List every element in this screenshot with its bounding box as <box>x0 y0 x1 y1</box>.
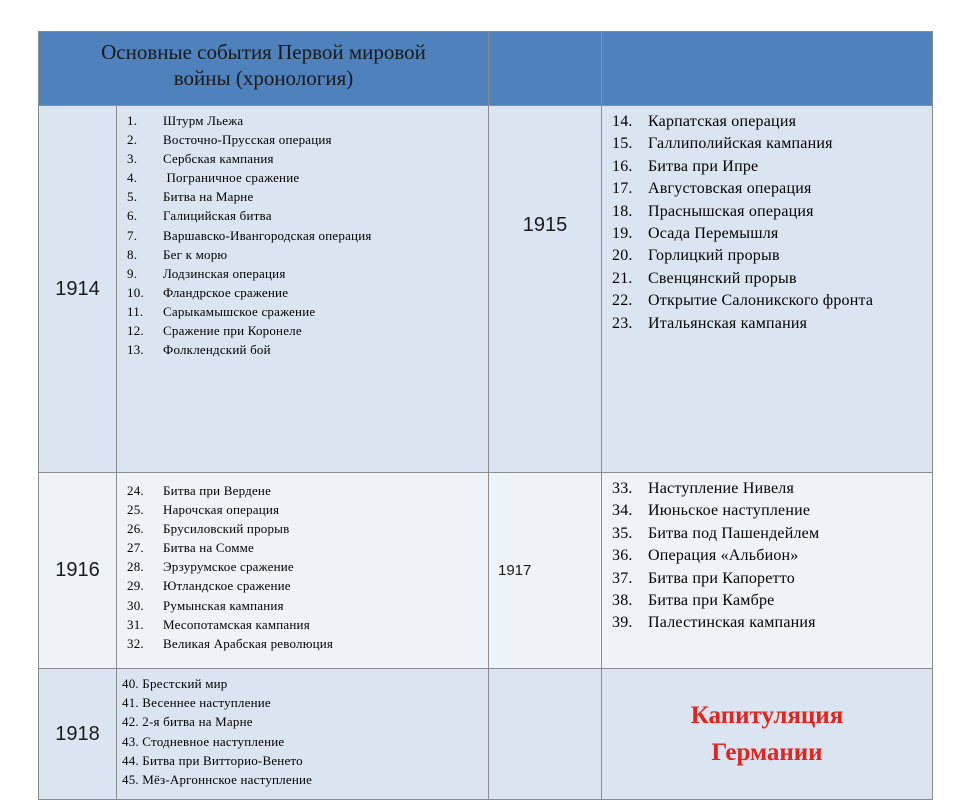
event-label: Брусиловский прорыв <box>163 521 290 537</box>
event-number: 22. <box>612 292 633 310</box>
event-number: 24. <box>127 483 144 498</box>
year-cell-1917: 1917 <box>489 473 602 669</box>
event-number: 1. <box>127 113 138 128</box>
capitulation-cell <box>602 669 933 800</box>
list-item <box>127 111 488 130</box>
list-item <box>127 302 488 321</box>
event-number: 37. <box>612 569 633 587</box>
event-list-1918 <box>122 674 488 789</box>
event-number: 23. <box>612 314 633 332</box>
list-item <box>612 545 932 567</box>
list-item <box>612 223 932 245</box>
list-item <box>612 290 932 312</box>
list-item <box>127 283 488 302</box>
event-label: Ютландское сражение <box>163 578 291 594</box>
list-item <box>127 481 488 500</box>
list-item: 40. Брестский мир <box>122 676 228 691</box>
list-item <box>127 130 488 149</box>
event-label: Бег к морю <box>163 246 228 262</box>
event-number: 2. <box>127 132 138 148</box>
event-number: 9. <box>127 265 138 281</box>
year-cell-1915 <box>489 106 602 473</box>
event-label: Штурм Льежа <box>163 113 244 128</box>
event-label: Открытие Салоникского фронта <box>648 292 874 310</box>
event-label: Варшавско-Ивангородская операция <box>163 227 372 243</box>
list-item: 44. Битва при Витторио-Венето <box>122 752 303 768</box>
list-item: 41. Весеннее наступление <box>122 695 271 711</box>
event-number: 8. <box>127 246 138 262</box>
event-label: Галицийская битва <box>163 208 272 224</box>
list-item: 42. 2-я битва на Марне <box>122 714 253 730</box>
events-cell-1915 <box>602 106 933 473</box>
list-item <box>127 206 488 225</box>
event-number: 10. <box>127 284 144 300</box>
event-label: Эрзурумское сражение <box>163 559 294 575</box>
capitulation-line-2: Германии <box>711 739 823 766</box>
list-item <box>127 538 488 557</box>
event-number: 25. <box>127 502 144 518</box>
year-label: 1915 <box>522 214 568 236</box>
event-label: Фолклендский бой <box>163 342 271 358</box>
event-label: Румынская кампания <box>163 597 284 613</box>
event-label: Августовская операция <box>648 180 812 198</box>
table-title <box>39 32 489 106</box>
event-label: Битва на Марне <box>163 189 254 205</box>
list-item <box>127 634 488 653</box>
event-number: 17. <box>612 180 633 198</box>
list-item <box>612 500 932 522</box>
chronology-table <box>38 31 933 800</box>
event-number: 11. <box>127 303 144 319</box>
event-number: 26. <box>127 521 144 537</box>
list-item <box>127 245 488 264</box>
event-number: 29. <box>127 578 144 594</box>
list-item: 45. Мёз-Аргоннское наступление <box>122 772 313 788</box>
list-item <box>127 340 488 359</box>
event-label: Великая Арабская революция <box>163 635 334 651</box>
table-row <box>39 669 933 800</box>
event-number: 33. <box>612 480 633 497</box>
event-number: 31. <box>127 616 144 632</box>
list-item <box>127 226 488 245</box>
event-label: Фландрское сражение <box>163 284 289 300</box>
event-label: Нарочская операция <box>163 502 280 518</box>
event-label: Пограничное сражение <box>163 170 300 186</box>
list-item <box>127 557 488 576</box>
events-cell-1916 <box>117 473 489 669</box>
event-number: 32. <box>127 635 144 651</box>
event-list-1916 <box>127 481 488 653</box>
list-item <box>612 612 932 634</box>
list-item <box>127 264 488 283</box>
header-empty-cell <box>489 32 602 106</box>
list-item <box>127 168 488 187</box>
event-number: 21. <box>612 269 633 287</box>
event-number: 13. <box>127 342 144 358</box>
list-item <box>612 523 932 545</box>
event-label: Битва при Камбре <box>648 592 775 610</box>
list-item <box>127 500 488 519</box>
event-number: 18. <box>612 202 633 220</box>
list-item <box>612 178 932 200</box>
event-number: 27. <box>127 540 144 556</box>
event-number: 12. <box>127 323 144 339</box>
list-item: 43. Стодневное наступление <box>122 733 285 749</box>
table-title-text: Основные события Первой мировой войны (хронология) <box>101 40 426 90</box>
event-label: Месопотамская кампания <box>163 616 310 632</box>
list-item <box>127 321 488 340</box>
list-item <box>127 187 488 206</box>
event-number: 6. <box>127 208 138 224</box>
event-list-1915 <box>612 111 932 335</box>
list-item <box>127 519 488 538</box>
event-label: Праснышская операция <box>648 202 814 220</box>
event-label: Битва при Ипре <box>648 157 759 175</box>
event-label: Операция «Альбион» <box>648 547 799 565</box>
event-number: 39. <box>612 614 633 632</box>
year-cell-1916: 1916 <box>39 473 117 669</box>
event-label: Сарыкамышское сражение <box>163 303 316 319</box>
event-label: Битва при Вердене <box>163 483 272 498</box>
list-item <box>127 149 488 168</box>
list-item <box>127 615 488 634</box>
list-item <box>612 156 932 178</box>
event-number: 19. <box>612 225 633 243</box>
event-number: 7. <box>127 227 138 243</box>
event-number: 38. <box>612 592 633 610</box>
event-number: 15. <box>612 135 633 153</box>
list-item <box>612 133 932 155</box>
event-label: Сражение при Коронеле <box>163 323 302 339</box>
event-label: Итальянская кампания <box>648 314 808 332</box>
empty-cell <box>489 669 602 800</box>
list-item <box>612 201 932 223</box>
event-number: 35. <box>612 524 633 542</box>
table-row <box>39 106 933 473</box>
list-item <box>612 313 932 335</box>
event-list-1914 <box>127 111 488 359</box>
list-item <box>127 576 488 595</box>
list-item <box>612 111 932 133</box>
table-row <box>39 473 933 669</box>
event-label: Галлиполийская кампания <box>648 135 833 153</box>
event-label: Свенцянский прорыв <box>648 269 797 287</box>
event-label: Битва под Пашендейлем <box>648 524 820 542</box>
event-label: Карпатская операция <box>648 113 797 130</box>
events-cell-1917 <box>602 473 933 669</box>
events-cell-1918 <box>117 669 489 800</box>
event-number: 30. <box>127 597 144 613</box>
event-number: 34. <box>612 502 633 520</box>
list-item <box>612 568 932 590</box>
event-label: Палестинская кампания <box>648 614 816 632</box>
event-number: 5. <box>127 189 138 205</box>
list-item <box>127 596 488 615</box>
event-label: Горлицкий прорыв <box>648 247 780 265</box>
event-label: Июньское наступление <box>648 502 811 520</box>
list-item <box>612 268 932 290</box>
event-label: Осада Перемышля <box>648 225 779 243</box>
event-number: 20. <box>612 247 633 265</box>
event-number: 3. <box>127 151 138 167</box>
event-number: 28. <box>127 559 144 575</box>
event-number: 16. <box>612 157 633 175</box>
events-cell-1914 <box>117 106 489 473</box>
event-label: Сербская кампания <box>163 151 274 167</box>
header-empty-cell <box>602 32 933 106</box>
event-number: 36. <box>612 547 633 565</box>
event-number: 4. <box>127 170 138 186</box>
event-label: Лодзинская операция <box>163 265 286 281</box>
capitulation-line-1: Капитуляция <box>690 702 844 729</box>
header-row <box>39 32 933 106</box>
event-label: Наступление Нивеля <box>648 480 795 497</box>
event-number: 14. <box>612 113 633 130</box>
year-cell-1918: 1918 <box>39 669 117 800</box>
event-list-1917 <box>612 478 932 635</box>
list-item <box>612 590 932 612</box>
list-item <box>612 245 932 267</box>
event-label: Восточно-Прусская операция <box>163 132 332 148</box>
event-label: Битва при Капоретто <box>648 569 795 587</box>
event-label: Битва на Сомме <box>163 540 255 556</box>
list-item <box>612 478 932 500</box>
year-cell-1914: 1914 <box>39 106 117 473</box>
